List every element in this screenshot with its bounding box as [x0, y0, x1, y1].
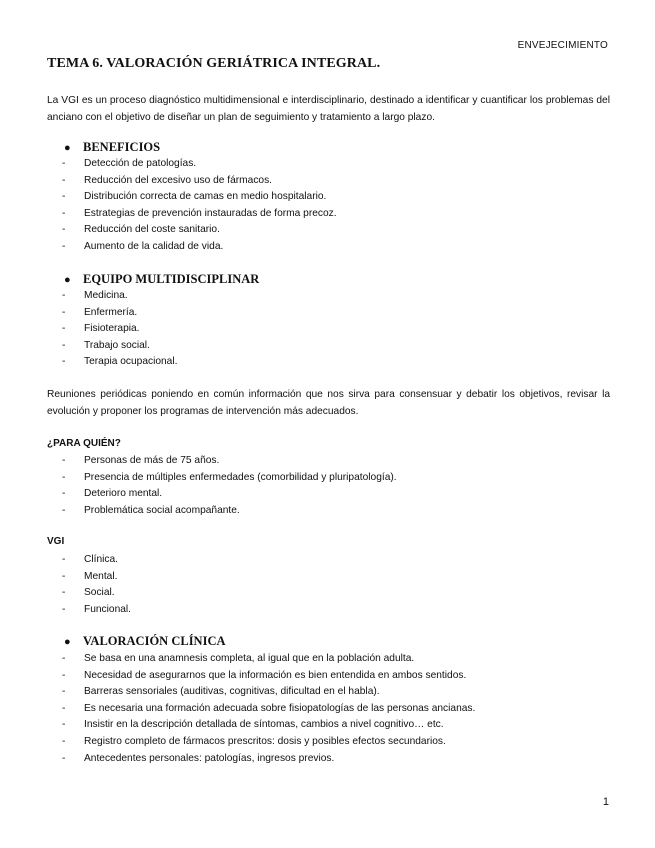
list-item: - Medicina.: [62, 288, 177, 305]
beneficios-list: [62, 156, 337, 256]
list-item: - Barreras sensoriales (auditivas, cognitivas, dificultad en el habla).: [62, 684, 475, 701]
list-item: - Reducción del coste sanitario.: [62, 222, 337, 239]
equipo-list: [62, 288, 177, 371]
bullet-dot-icon: ●: [64, 274, 71, 286]
list-item: - Detección de patologías.: [62, 156, 337, 173]
list-item: - Necesidad de asegurarnos que la información es bien entendida en ambos sentidos.: [62, 668, 475, 685]
running-header: ENVEJECIMIENTO: [517, 40, 608, 51]
list-item: - Aumento de la calidad de vida.: [62, 239, 337, 256]
list-item: - Presencia de múltiples enfermedades (comorbilidad y pluripatología).: [62, 470, 397, 487]
list-item: - Insistir en la descripción detallada de síntomas, cambios a nivel cognitivo… etc.: [62, 717, 475, 734]
para-quien-list: [62, 453, 397, 519]
list-item: - Antecedentes personales: patologías, ingresos previos.: [62, 751, 475, 768]
list-item: - Trabajo social.: [62, 338, 177, 355]
list-item: - Se basa en una anamnesis completa, al igual que en la población adulta.: [62, 651, 475, 668]
list-item: - Social.: [62, 585, 131, 602]
page-number: 1: [602, 796, 609, 808]
list-item: - Deterioro mental.: [62, 486, 397, 503]
list-item: - Registro completo de fármacos prescritos: dosis y posibles efectos secundarios.: [62, 734, 475, 751]
section-heading-valoracion-clinica: [64, 634, 226, 649]
page-title: TEMA 6. VALORACIÓN GERIÁTRICA INTEGRAL.: [47, 56, 381, 71]
bullet-dot-icon: ●: [64, 142, 71, 154]
list-item: - Personas de más de 75 años.: [62, 453, 397, 470]
list-item: - Fisioterapia.: [62, 321, 177, 338]
list-item: - Reducción del excesivo uso de fármacos.: [62, 173, 337, 190]
list-item: - Clínica.: [62, 552, 131, 569]
section-heading-text: BENEFICIOS: [83, 140, 161, 154]
section-heading-para-quien: ¿PARA QUIÉN?: [47, 438, 121, 449]
list-item: - Mental.: [62, 569, 131, 586]
section-heading-text: VALORACIÓN CLÍNICA: [83, 634, 226, 648]
section-heading-text: EQUIPO MULTIDISCIPLINAR: [83, 272, 260, 286]
section-heading-vgi: VGI: [47, 536, 65, 547]
section-heading-equipo: [64, 272, 259, 287]
bullet-dot-icon: ●: [64, 636, 71, 648]
list-item: - Terapia ocupacional.: [62, 354, 177, 371]
intro-paragraph: La VGI es un proceso diagnóstico multidimensional e interdisciplinario, destinado a identificar y cuantificar los problemas del anciano con el objetivo de diseñar un plan de seguimiento y tratamiento a largo plazo.: [47, 95, 610, 123]
list-item: - Problemática social acompañante.: [62, 503, 397, 520]
list-item: - Estrategias de prevención instauradas de forma precoz.: [62, 206, 337, 223]
valoracion-clinica-list: [62, 651, 475, 767]
vgi-list: [62, 552, 131, 618]
list-item: - Funcional.: [62, 602, 131, 619]
section-heading-beneficios: [64, 140, 160, 155]
list-item: - Es necesaria una formación adecuada sobre fisiopatologías de las personas ancianas.: [62, 701, 475, 718]
list-item: - Distribución correcta de camas en medio hospitalario.: [62, 189, 337, 206]
list-item: - Enfermería.: [62, 305, 177, 322]
reuniones-paragraph: Reuniones periódicas poniendo en común información que nos sirva para consensuar y debatir los objetivos, revisar la evolución y proponer los programas de intervención más adecuados.: [47, 389, 610, 417]
